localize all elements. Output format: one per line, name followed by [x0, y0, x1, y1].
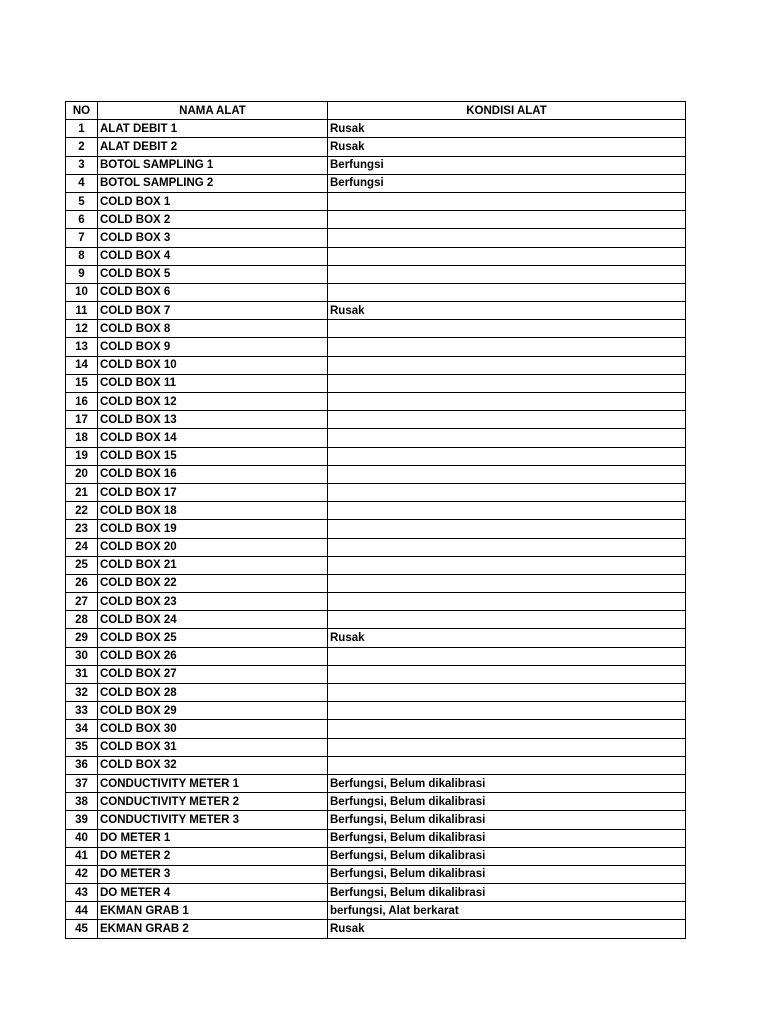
cell-name: COLD BOX 22	[98, 574, 328, 592]
cell-no: 21	[66, 483, 98, 501]
table-row	[66, 156, 686, 174]
cell-condition: Berfungsi, Belum dikalibrasi	[328, 865, 686, 883]
table-row	[66, 302, 686, 320]
cell-no: 22	[66, 502, 98, 520]
cell-condition	[328, 684, 686, 702]
table-row	[66, 702, 686, 720]
cell-condition	[328, 556, 686, 574]
cell-no: 1	[66, 120, 98, 138]
cell-name: COLD BOX 13	[98, 411, 328, 429]
cell-no: 35	[66, 738, 98, 756]
cell-name: COLD BOX 11	[98, 374, 328, 392]
table-row	[66, 793, 686, 811]
cell-no: 13	[66, 338, 98, 356]
cell-condition	[328, 483, 686, 501]
cell-no: 2	[66, 138, 98, 156]
cell-name: ALAT DEBIT 1	[98, 120, 328, 138]
table-header-row	[66, 102, 686, 120]
cell-name: COLD BOX 29	[98, 702, 328, 720]
cell-condition	[328, 247, 686, 265]
table-row	[66, 211, 686, 229]
cell-condition	[328, 593, 686, 611]
cell-condition	[328, 702, 686, 720]
cell-no: 7	[66, 229, 98, 247]
table-row	[66, 684, 686, 702]
cell-name: COLD BOX 23	[98, 593, 328, 611]
cell-condition	[328, 502, 686, 520]
cell-condition	[328, 611, 686, 629]
cell-no: 30	[66, 647, 98, 665]
cell-name: COLD BOX 12	[98, 393, 328, 411]
table-row	[66, 756, 686, 774]
table-row	[66, 920, 686, 938]
cell-name: DO METER 1	[98, 829, 328, 847]
cell-no: 42	[66, 865, 98, 883]
cell-condition: Berfungsi, Belum dikalibrasi	[328, 847, 686, 865]
equipment-sheet	[65, 101, 685, 939]
equipment-table	[65, 101, 686, 939]
cell-name: COLD BOX 31	[98, 738, 328, 756]
cell-no: 41	[66, 847, 98, 865]
cell-no: 9	[66, 265, 98, 283]
cell-no: 15	[66, 374, 98, 392]
table-row	[66, 120, 686, 138]
table-row	[66, 374, 686, 392]
cell-condition	[328, 465, 686, 483]
cell-name: COLD BOX 20	[98, 538, 328, 556]
cell-condition	[328, 265, 686, 283]
cell-no: 25	[66, 556, 98, 574]
table-row	[66, 465, 686, 483]
cell-name: COLD BOX 6	[98, 283, 328, 301]
cell-condition	[328, 429, 686, 447]
table-row	[66, 356, 686, 374]
table-row	[66, 884, 686, 902]
cell-no: 31	[66, 665, 98, 683]
cell-no: 4	[66, 174, 98, 192]
cell-no: 28	[66, 611, 98, 629]
cell-condition: Rusak	[328, 302, 686, 320]
cell-no: 27	[66, 593, 98, 611]
cell-no: 11	[66, 302, 98, 320]
cell-no: 24	[66, 538, 98, 556]
cell-no: 37	[66, 774, 98, 792]
cell-name: DO METER 4	[98, 884, 328, 902]
cell-no: 5	[66, 192, 98, 210]
cell-no: 3	[66, 156, 98, 174]
cell-name: COLD BOX 17	[98, 483, 328, 501]
table-row	[66, 138, 686, 156]
cell-name: COLD BOX 28	[98, 684, 328, 702]
cell-no: 8	[66, 247, 98, 265]
cell-condition: berfungsi, Alat berkarat	[328, 902, 686, 920]
cell-name: DO METER 2	[98, 847, 328, 865]
cell-name: COLD BOX 5	[98, 265, 328, 283]
cell-condition	[328, 720, 686, 738]
cell-name: BOTOL SAMPLING 2	[98, 174, 328, 192]
table-body	[66, 120, 686, 938]
table-row	[66, 429, 686, 447]
cell-condition	[328, 647, 686, 665]
table-row	[66, 811, 686, 829]
cell-name: COLD BOX 30	[98, 720, 328, 738]
table-row	[66, 829, 686, 847]
cell-no: 14	[66, 356, 98, 374]
table-row	[66, 720, 686, 738]
table-row	[66, 411, 686, 429]
header-no: NO	[66, 102, 98, 120]
cell-condition	[328, 738, 686, 756]
table-row	[66, 629, 686, 647]
cell-name: COLD BOX 16	[98, 465, 328, 483]
cell-name: COLD BOX 24	[98, 611, 328, 629]
table-row	[66, 774, 686, 792]
cell-no: 6	[66, 211, 98, 229]
cell-condition: Rusak	[328, 120, 686, 138]
table-row	[66, 229, 686, 247]
cell-name: BOTOL SAMPLING 1	[98, 156, 328, 174]
cell-name: COLD BOX 26	[98, 647, 328, 665]
cell-no: 29	[66, 629, 98, 647]
cell-name: COLD BOX 2	[98, 211, 328, 229]
table-row	[66, 611, 686, 629]
table-row	[66, 192, 686, 210]
cell-no: 17	[66, 411, 98, 429]
cell-name: COLD BOX 10	[98, 356, 328, 374]
cell-name: COLD BOX 27	[98, 665, 328, 683]
cell-condition	[328, 338, 686, 356]
cell-name: COLD BOX 7	[98, 302, 328, 320]
cell-name: COLD BOX 25	[98, 629, 328, 647]
table-row	[66, 738, 686, 756]
cell-condition: Rusak	[328, 920, 686, 938]
cell-no: 34	[66, 720, 98, 738]
table-row	[66, 647, 686, 665]
cell-name: CONDUCTIVITY METER 2	[98, 793, 328, 811]
table-row	[66, 247, 686, 265]
cell-condition	[328, 574, 686, 592]
cell-condition	[328, 374, 686, 392]
cell-no: 12	[66, 320, 98, 338]
cell-no: 18	[66, 429, 98, 447]
cell-condition: Rusak	[328, 138, 686, 156]
cell-name: DO METER 3	[98, 865, 328, 883]
table-row	[66, 483, 686, 501]
cell-name: ALAT DEBIT 2	[98, 138, 328, 156]
cell-name: COLD BOX 19	[98, 520, 328, 538]
cell-no: 38	[66, 793, 98, 811]
cell-no: 40	[66, 829, 98, 847]
cell-name: COLD BOX 21	[98, 556, 328, 574]
cell-name: EKMAN GRAB 1	[98, 902, 328, 920]
table-row	[66, 283, 686, 301]
cell-name: COLD BOX 3	[98, 229, 328, 247]
cell-no: 10	[66, 283, 98, 301]
cell-no: 45	[66, 920, 98, 938]
table-row	[66, 265, 686, 283]
cell-condition: Berfungsi, Belum dikalibrasi	[328, 884, 686, 902]
cell-no: 16	[66, 393, 98, 411]
cell-condition: Berfungsi, Belum dikalibrasi	[328, 793, 686, 811]
cell-condition	[328, 520, 686, 538]
cell-name: COLD BOX 18	[98, 502, 328, 520]
table-row	[66, 538, 686, 556]
cell-name: COLD BOX 14	[98, 429, 328, 447]
table-row	[66, 320, 686, 338]
cell-no: 44	[66, 902, 98, 920]
cell-no: 20	[66, 465, 98, 483]
table-row	[66, 847, 686, 865]
table-row	[66, 502, 686, 520]
cell-condition: Berfungsi	[328, 156, 686, 174]
cell-no: 32	[66, 684, 98, 702]
table-row	[66, 665, 686, 683]
cell-condition	[328, 538, 686, 556]
cell-condition	[328, 393, 686, 411]
cell-condition	[328, 283, 686, 301]
cell-name: COLD BOX 9	[98, 338, 328, 356]
cell-condition	[328, 665, 686, 683]
cell-no: 36	[66, 756, 98, 774]
cell-name: COLD BOX 4	[98, 247, 328, 265]
cell-condition	[328, 756, 686, 774]
cell-condition: Berfungsi, Belum dikalibrasi	[328, 774, 686, 792]
cell-condition	[328, 356, 686, 374]
table-row	[66, 574, 686, 592]
cell-no: 43	[66, 884, 98, 902]
table-row	[66, 447, 686, 465]
table-row	[66, 865, 686, 883]
cell-condition: Berfungsi, Belum dikalibrasi	[328, 811, 686, 829]
cell-name: COLD BOX 32	[98, 756, 328, 774]
cell-condition	[328, 447, 686, 465]
cell-no: 19	[66, 447, 98, 465]
cell-condition	[328, 411, 686, 429]
cell-no: 33	[66, 702, 98, 720]
cell-condition	[328, 192, 686, 210]
cell-condition	[328, 320, 686, 338]
cell-name: COLD BOX 8	[98, 320, 328, 338]
table-row	[66, 393, 686, 411]
cell-name: CONDUCTIVITY METER 1	[98, 774, 328, 792]
cell-condition	[328, 229, 686, 247]
cell-condition	[328, 211, 686, 229]
header-condition: KONDISI ALAT	[328, 102, 686, 120]
cell-name: COLD BOX 1	[98, 192, 328, 210]
table-row	[66, 174, 686, 192]
cell-no: 23	[66, 520, 98, 538]
cell-condition: Rusak	[328, 629, 686, 647]
table-row	[66, 338, 686, 356]
cell-name: CONDUCTIVITY METER 3	[98, 811, 328, 829]
cell-no: 26	[66, 574, 98, 592]
table-row	[66, 593, 686, 611]
cell-condition: Berfungsi	[328, 174, 686, 192]
cell-condition: Berfungsi, Belum dikalibrasi	[328, 829, 686, 847]
table-row	[66, 556, 686, 574]
cell-name: EKMAN GRAB 2	[98, 920, 328, 938]
table-row	[66, 520, 686, 538]
cell-no: 39	[66, 811, 98, 829]
table-row	[66, 902, 686, 920]
cell-name: COLD BOX 15	[98, 447, 328, 465]
header-name: NAMA ALAT	[98, 102, 328, 120]
